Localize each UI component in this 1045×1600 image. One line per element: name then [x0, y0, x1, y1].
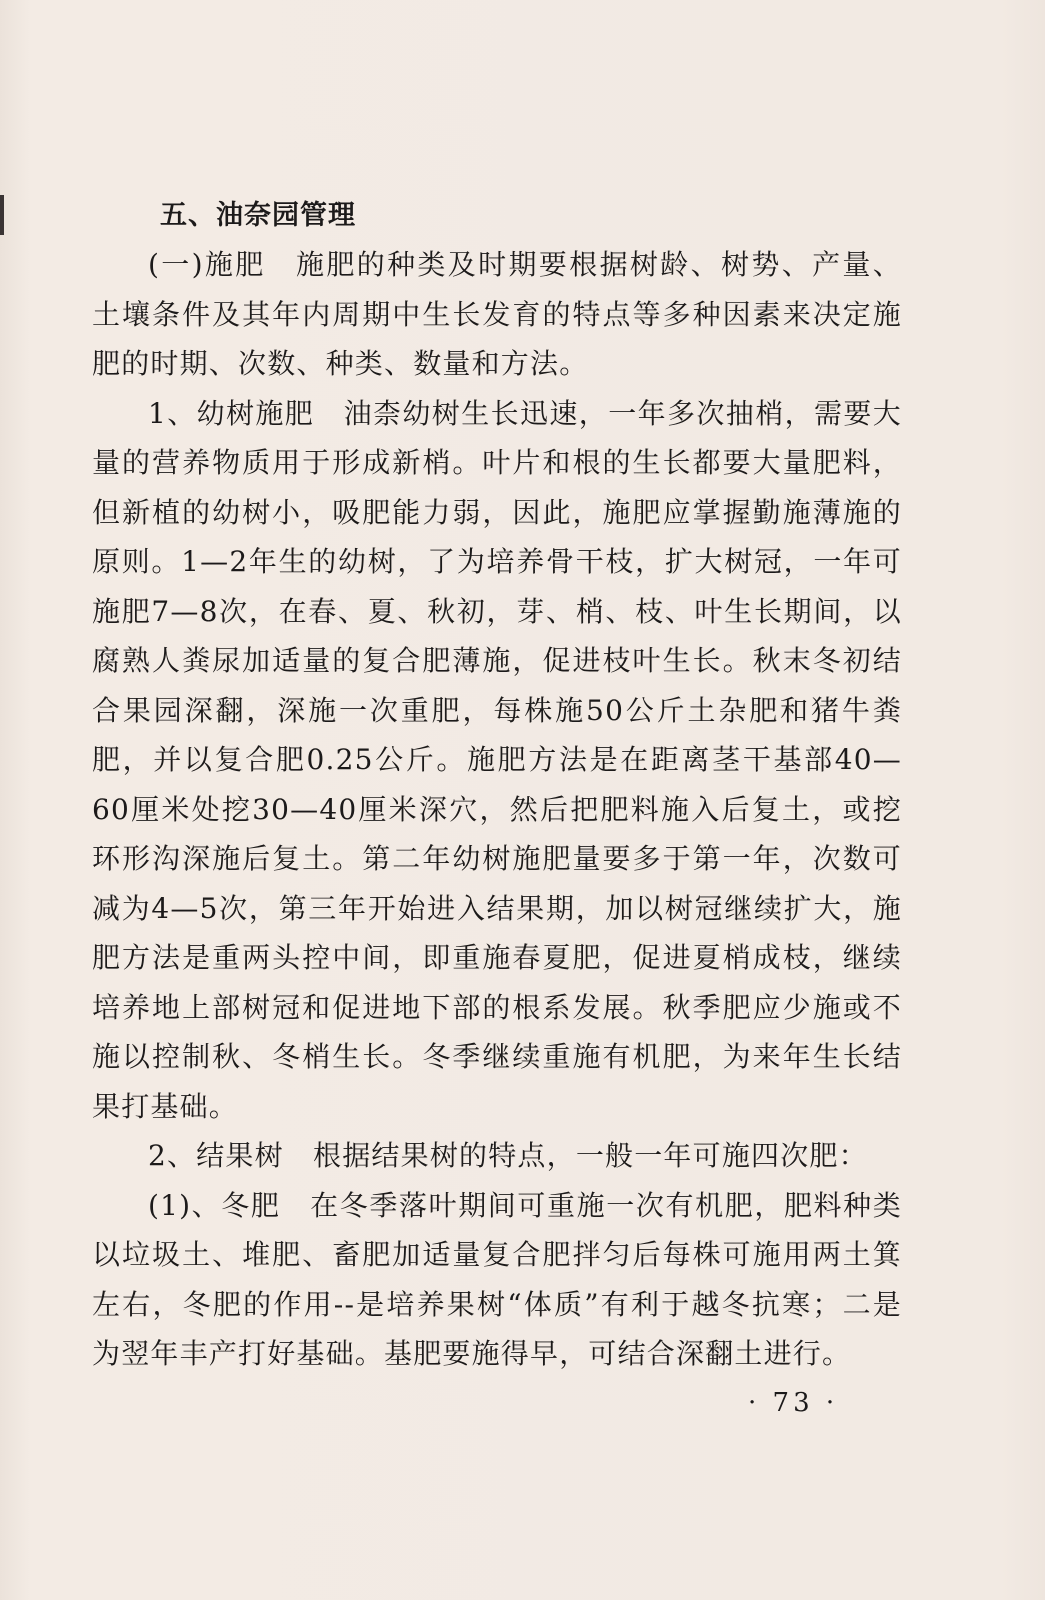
paragraph-fertilization-intro: (一)施肥 施肥的种类及时期要根据树龄、树势、产量、土壤条件及其年内周期中生长发育的特点等多种因素来决定施肥的时期、次数、种类、数量和方法。	[92, 248, 902, 380]
paragraph-young-tree-fertilization: 1、幼树施肥 油柰幼树生长迅速，一年多次抽梢，需要大量的营养物质用于形成新梢。叶片和根的生长都要大量肥料，但新植的幼树小，吸肥能力弱，因此，施肥应掌握勤施薄施的原则。1—2年生的幼树，了为培养骨干枝，扩大树冠，一年可施肥7—8次，在春、夏、秋初，芽、梢、枝、叶生长期间，以腐熟人粪尿加适量的复合肥薄施，促进枝叶生长。秋末冬初结合果园深翻，深施一次重肥，每株施50公斤土杂肥和猪牛粪肥，并以复合肥0.25公斤。施肥方法是在距离茎干基部40—60厘米处挖30—40厘米深穴，然后把肥料施入后复土，或挖环形沟深施后复土。第二年幼树施肥量要多于第一年，次数可减为4—5次，第三年开始进入结果期，加以树冠继续扩大，施肥方法是重两头控中间，即重施春夏肥，促进夏梢成枝，继续培养地上部树冠和促进地下部的根系发展。秋季肥应少施或不施以控制秋、冬梢生长。冬季继续重施有机肥，为来年生长结果打基础。	[92, 396, 902, 1123]
binding-edge-mark	[0, 195, 4, 235]
section-heading: 五、油奈园管理	[160, 200, 356, 231]
paragraph-fruiting-tree: 2、结果树 根据结果树的特点，一般一年可施四次肥：	[148, 1139, 868, 1172]
paragraph-winter-fertilizer: (1)、冬肥 在冬季落叶期间可重施一次有机肥，肥料种类以垃圾土、堆肥、畜肥加适量复合肥拌匀后每株可施用两土箕左右，冬肥的作用--是培养果树“体质”有利于越冬抗寒；二是为翌年丰产打好基础。基肥要施得早，可结合深翻土进行。	[92, 1188, 902, 1370]
body-text	[92, 240, 902, 1379]
page-number: · 73 ·	[748, 1388, 839, 1418]
